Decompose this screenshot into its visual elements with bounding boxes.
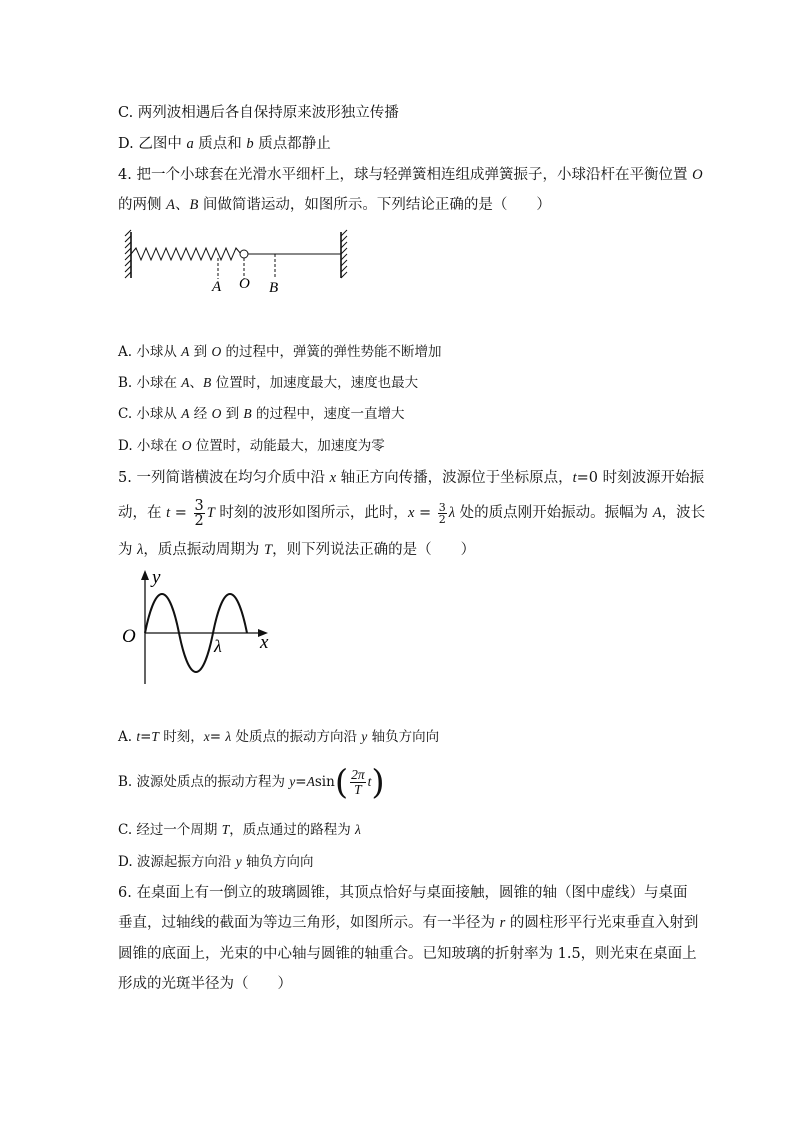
q5-stem-line3: 为 λ，质点振动周期为 T，则下列说法正确的是（ ） <box>118 542 476 558</box>
spring <box>131 248 241 260</box>
label-x: x <box>260 632 269 653</box>
q4-option-b: B. 小球在 A、B 位置时，加速度最大，速度也最大 <box>118 375 419 391</box>
q4-option-d: D. 小球在 O 位置时，动能最大，加速度为零 <box>118 438 385 454</box>
q5-option-d: D. 波源起振方向沿 y 轴负方向向 <box>118 854 314 870</box>
label-origin: O <box>122 626 136 647</box>
q3-option-d: D. 乙图中 a 质点和 b 质点都静止 <box>118 136 331 152</box>
q4-stem-line1: 4. 把一个小球套在光滑水平细杆上，球与轻弹簧相连组成弹簧振子，小球沿杆在平衡位置 O <box>118 167 703 183</box>
q5-option-b: B. 波源处质点的振动方程为 y=Asin( $\frac{2\pi}{T}$ t) <box>118 762 385 803</box>
fraction-three-halves-small: $\frac{3}{2}$ <box>438 500 446 526</box>
q5-option-c: C. 经过一个周期 T，质点通过的路程为 λ <box>118 822 361 838</box>
label-a: A <box>212 279 222 295</box>
q6-stem-line4: 形成的光斑半径为（ ） <box>118 976 292 992</box>
left-wall <box>125 230 131 278</box>
q5-stem-line2: 动，在 t = $\frac{3}{2}$ T 时刻的波形如图所示，此时，x = $\frac{3}{2}$ λ 处的质点刚开始振动。振幅为 A，波长 <box>118 497 706 529</box>
spring-oscillator-figure <box>122 226 354 298</box>
y-axis-arrow <box>141 570 149 580</box>
label-o: O <box>239 276 250 292</box>
q6-stem-line2: 垂直，过轴线的截面为等边三角形，如图所示。有一半径为 r 的圆柱形平行光束垂直入射到 <box>118 915 699 931</box>
label-b: B <box>269 280 279 296</box>
q5-stem-line1: 5. 一列简谐横波在均匀介质中沿 x 轴正方向传播，波源位于坐标原点，t=0 时刻波源开始振 <box>118 470 705 486</box>
ball <box>240 250 248 258</box>
q4-option-c: C. 小球从 A 经 O 到 B 的过程中，速度一直增大 <box>118 406 405 422</box>
fraction-two-pi-over-t: $\frac{2\pi}{T}$ <box>351 767 365 797</box>
q6-stem-line3: 圆锥的底面上，光束的中心轴与圆锥的轴重合。已知玻璃的折射率为 1.5，则光束在桌面上 <box>118 946 697 962</box>
q4-stem-line2: 的两侧 A、B 间做简谐运动，如图所示。下列结论正确的是（ ） <box>118 197 551 213</box>
q3-option-c: C. 两列波相遇后各自保持原来波形独立传播 <box>118 105 399 121</box>
label-y: y <box>152 567 161 588</box>
q5-option-a: A. t=T 时刻，x= λ 处质点的振动方向沿 y 轴负方向向 <box>118 729 440 745</box>
fraction-three-halves: $\frac{3}{2}$ <box>194 497 204 529</box>
right-wall <box>341 230 347 278</box>
q6-stem-line1: 6. 在桌面上有一倒立的玻璃圆锥，其顶点恰好与桌面接触，圆锥的轴（图中虚线）与桌面 <box>118 885 688 901</box>
q4-option-a: A. 小球从 A 到 O 的过程中，弹簧的弹性势能不断增加 <box>118 344 442 360</box>
label-lambda: λ <box>214 636 222 656</box>
waveform-figure <box>118 566 278 686</box>
